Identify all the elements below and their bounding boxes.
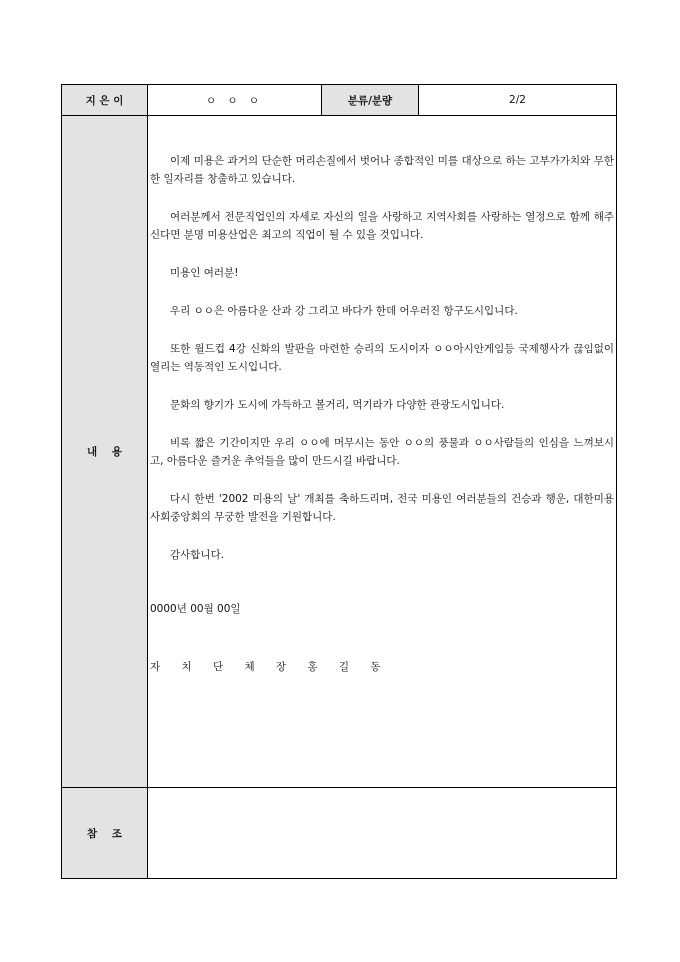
content-label (62, 116, 148, 787)
paragraph: 다시 한번 '2002 미용의 날' 개최를 축하드리며, 전국 미용인 여러분들의 건승과 행운, 대한미용사회중앙회의 무궁한 발전을 기원합니다. (150, 493, 614, 523)
paragraph: 문화의 향기가 도시에 가득하고 볼거리, 먹기라가 다양한 관광도시입니다. (170, 399, 505, 411)
paragraph: 이제 미용은 과거의 단순한 머리손질에서 벗어나 종합적인 미를 대상으로 하는 고부가가치와 무한한 일자리를 창출하고 있습니다. (150, 155, 614, 185)
paragraph: 감사합니다. (170, 549, 225, 561)
author-label: 지 은 이 (62, 85, 148, 115)
reference-label (62, 788, 148, 878)
paragraph: 또한 월드컵 4강 신화의 발판을 마련한 승리의 도시이자 ㅇㅇ아시안게임등 국제행사가 끊임없이 열리는 역동적인 도시입니다. (150, 343, 614, 373)
reference-label-text: 참 조 (87, 827, 122, 840)
reference-row (62, 788, 616, 878)
content-body (148, 116, 616, 787)
content-row (62, 116, 616, 788)
signer-name: 자 치 단 체 장 홍 길 동 (150, 661, 390, 673)
paragraph: 우리 ㅇㅇ은 아름다운 산과 강 그리고 바다가 한데 어우러진 항구도시입니다. (170, 305, 518, 317)
document-date: 0000년 00월 00일 (150, 603, 241, 615)
category-label: 분류/분량 (322, 85, 419, 115)
content-label-text: 내 용 (87, 446, 122, 458)
header-row (62, 85, 616, 116)
paragraph: 미용인 여러분! (170, 267, 239, 279)
document-form (61, 84, 617, 879)
author-value: ㅇ ㅇ ㅇ (148, 85, 322, 115)
paragraph: 여러분께서 전문직업인의 자세로 자신의 일을 사랑하고 지역사회를 사랑하는 열정으로 함께 해주신다면 분명 미용산업은 최고의 직업이 될 수 있을 것입니다. (150, 211, 614, 241)
paragraph: 비록 짧은 기간이지만 우리 ㅇㅇ에 머무시는 동안 ㅇㅇ의 풍물과 ㅇㅇ사람들의 인심을 느껴보시고, 아름다운 즐거운 추억들을 많이 만드시길 바랍니다. (150, 437, 614, 467)
category-value: 2/2 (509, 94, 526, 106)
reference-body (148, 788, 616, 878)
